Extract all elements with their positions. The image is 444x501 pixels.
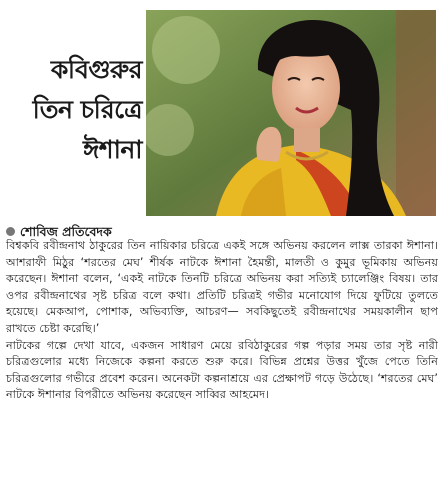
bullet-icon — [6, 227, 15, 236]
article-paragraph-1: বিশ্বকবি রবীন্দ্রনাথ ঠাকুরের তিন নায়িকার চরিত্রে একই সঙ্গে অভিনয় করলেন লাক্স তারকা ঈশানা। আশরাফী মিঠুর ‘শরতের মেঘ’ শীর্ষক নাটকে ঈশানা হৈমন্তী, মালতী ও কুমুর ভূমিকায় অভিনয় করেছেন। ঈশানা বলেন, ‘একই নাটকে তিনটি চরিত্রে অভিনয় করা সত্যিই চ্যালেঞ্জিং বিষয়। তার ওপর রবীন্দ্রনাথের সৃষ্ট চরিত্র বলে কথা। প্রতিটি চরিত্রই গভীর মনোযোগ দিয়ে ফুটিয়ে তুলতে হয়েছে। মেকআপ, পোশাক, অভিব্যক্তি, আচরণ— সবকিছুতেই রবীন্দ্রনাথের সময়কালীন ছাপ রাখতে চেষ্টা করেছি।’ — [6, 239, 438, 335]
headline-line-3: ঈশানা — [82, 135, 142, 164]
headline-line-1: কবিগুরুর — [50, 55, 142, 84]
article-body — [6, 238, 438, 404]
actress-portrait-illustration — [146, 10, 436, 216]
byline-label: শোবিজ প্রতিবেদক — [20, 224, 112, 239]
actress-photo — [146, 10, 436, 216]
headline-line-2: তিন চরিত্রে — [32, 95, 142, 124]
headline — [4, 50, 142, 170]
article-paragraph-2: নাটকের গল্পে দেখা যাবে, একজন সাধারণ মেয়ে রবিঠাকুরের গল্প পড়ার সময় তার সৃষ্ট নারী চরিত্রগুলোর মধ্যে নিজেকে কল্পনা করতে শুরু করে। বিভিন্ন প্রশ্নের উত্তর খুঁজে পেতে তিনি চরিত্রগুলোর গভীরে প্রবেশ করেন। অনেকটা কল্পনাশ্রয়ে এর প্রেক্ষাপট গড়ে উঠেছে। ‘শরতের মেঘ’ নাটকে ঈশানার বিপরীতে অভিনয় করেছেন সাব্বির আহমেদ। — [6, 338, 438, 402]
